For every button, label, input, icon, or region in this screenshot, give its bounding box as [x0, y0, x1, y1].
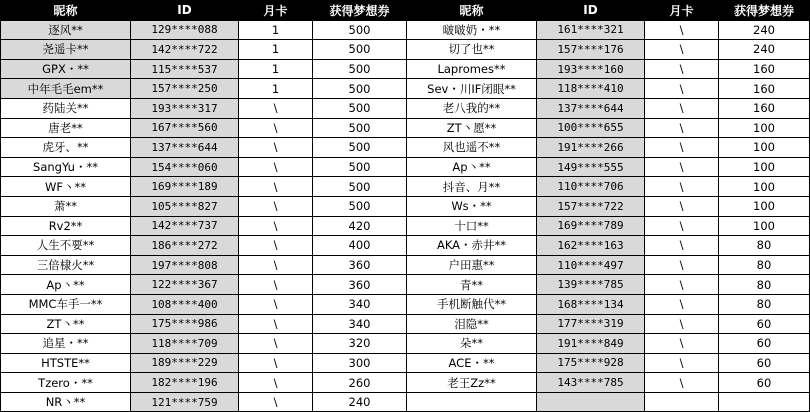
id-cell: 149****555: [537, 157, 645, 177]
monthly-card-cell: \: [645, 373, 719, 393]
monthly-card-cell: \: [239, 314, 313, 334]
tickets-cell: 500: [313, 157, 407, 177]
monthly-card-cell: \: [239, 373, 313, 393]
nickname-cell: Tzero・**: [1, 373, 131, 393]
nickname-cell: ZT丶**: [1, 314, 131, 334]
nickname-cell: GPX・**: [1, 59, 131, 79]
tickets-cell: 100: [719, 157, 810, 177]
nickname-cell: 手机断触代**: [407, 294, 537, 314]
table-row: [1, 314, 810, 334]
monthly-card-cell: \: [645, 353, 719, 373]
monthly-card-cell: \: [239, 294, 313, 314]
tickets-cell: 100: [719, 138, 810, 158]
header-monthly-card-left: 月卡: [239, 1, 313, 21]
nickname-cell: [407, 392, 537, 412]
monthly-card-cell: \: [239, 334, 313, 354]
nickname-cell: 追星・**: [1, 334, 131, 354]
id-cell: 175****986: [131, 314, 239, 334]
header-monthly-card-right: 月卡: [645, 1, 719, 21]
tickets-cell: 500: [313, 138, 407, 158]
id-cell: 137****644: [537, 98, 645, 118]
nickname-cell: Ws・**: [407, 196, 537, 216]
id-cell: 118****410: [537, 79, 645, 99]
monthly-card-cell: \: [645, 118, 719, 138]
nickname-cell: 老八我的**: [407, 98, 537, 118]
nickname-cell: 萧**: [1, 196, 131, 216]
tickets-cell: 240: [719, 40, 810, 60]
monthly-card-cell: 1: [239, 79, 313, 99]
tickets-cell: 320: [313, 334, 407, 354]
tickets-cell: [719, 392, 810, 412]
id-cell: 177****319: [537, 314, 645, 334]
id-cell: [537, 392, 645, 412]
id-cell: 169****189: [131, 177, 239, 197]
monthly-card-cell: \: [645, 334, 719, 354]
id-cell: 129****088: [131, 20, 239, 40]
id-cell: 105****827: [131, 196, 239, 216]
table-row: [1, 236, 810, 256]
monthly-card-cell: \: [645, 275, 719, 295]
tickets-cell: 100: [719, 177, 810, 197]
header-nickname-left: 昵称: [1, 1, 131, 21]
tickets-cell: 360: [313, 275, 407, 295]
nickname-cell: 青**: [407, 275, 537, 295]
monthly-card-cell: \: [645, 196, 719, 216]
monthly-card-cell: \: [239, 138, 313, 158]
table-row: [1, 275, 810, 295]
id-cell: 115****537: [131, 59, 239, 79]
monthly-card-cell: \: [239, 196, 313, 216]
id-cell: 169****789: [537, 216, 645, 236]
nickname-cell: AKA・赤井**: [407, 236, 537, 256]
table-body: [1, 20, 810, 412]
tickets-cell: 80: [719, 255, 810, 275]
tickets-cell: 400: [313, 236, 407, 256]
id-cell: 162****163: [537, 236, 645, 256]
id-cell: 189****229: [131, 353, 239, 373]
monthly-card-cell: 1: [239, 20, 313, 40]
table-row: [1, 294, 810, 314]
nickname-cell: 药陆关**: [1, 98, 131, 118]
tickets-cell: 500: [313, 196, 407, 216]
table-row: [1, 334, 810, 354]
nickname-cell: Ap丶**: [407, 157, 537, 177]
monthly-card-cell: \: [645, 40, 719, 60]
monthly-card-cell: \: [645, 236, 719, 256]
nickname-cell: 尧遥卡**: [1, 40, 131, 60]
tickets-cell: 60: [719, 334, 810, 354]
monthly-card-cell: \: [645, 177, 719, 197]
tickets-cell: 100: [719, 216, 810, 236]
id-cell: 100****655: [537, 118, 645, 138]
monthly-card-cell: \: [239, 98, 313, 118]
nickname-cell: 抖音、月**: [407, 177, 537, 197]
tickets-cell: 60: [719, 373, 810, 393]
table-row: [1, 118, 810, 138]
monthly-card-cell: [645, 392, 719, 412]
id-cell: 122****367: [131, 275, 239, 295]
id-cell: 191****266: [537, 138, 645, 158]
monthly-card-cell: \: [239, 353, 313, 373]
nickname-cell: 户田惠**: [407, 255, 537, 275]
id-cell: 157****722: [537, 196, 645, 216]
header-nickname-right: 昵称: [407, 1, 537, 21]
tickets-cell: 240: [719, 20, 810, 40]
id-cell: 175****928: [537, 353, 645, 373]
nickname-cell: Sev・川IF闭眼**: [407, 79, 537, 99]
table-row: [1, 138, 810, 158]
id-cell: 108****400: [131, 294, 239, 314]
tickets-cell: 360: [313, 255, 407, 275]
nickname-cell: 逐风**: [1, 20, 131, 40]
nickname-cell: Lapromes**: [407, 59, 537, 79]
tickets-cell: 80: [719, 275, 810, 295]
monthly-card-cell: \: [239, 392, 313, 412]
tickets-cell: 500: [313, 118, 407, 138]
nickname-cell: 十口**: [407, 216, 537, 236]
id-cell: 154****060: [131, 157, 239, 177]
tickets-cell: 340: [313, 314, 407, 334]
monthly-card-cell: \: [645, 216, 719, 236]
tickets-cell: 500: [313, 20, 407, 40]
id-cell: 157****176: [537, 40, 645, 60]
tickets-cell: 340: [313, 294, 407, 314]
monthly-card-cell: \: [645, 255, 719, 275]
id-cell: 197****808: [131, 255, 239, 275]
monthly-card-cell: \: [239, 236, 313, 256]
header-tickets-left: 获得梦想券: [313, 1, 407, 21]
nickname-cell: 风也遥不**: [407, 138, 537, 158]
table-row: [1, 20, 810, 40]
id-cell: 157****250: [131, 79, 239, 99]
nickname-cell: 啵啵奶・**: [407, 20, 537, 40]
table-row: [1, 216, 810, 236]
monthly-card-cell: \: [239, 157, 313, 177]
table-row: [1, 196, 810, 216]
header-id-left: ID: [131, 1, 239, 21]
tickets-cell: 80: [719, 236, 810, 256]
id-cell: 161****321: [537, 20, 645, 40]
nickname-cell: MMC车手一**: [1, 294, 131, 314]
nickname-cell: 虎牙、**: [1, 138, 131, 158]
table-row: [1, 79, 810, 99]
tickets-cell: 500: [313, 40, 407, 60]
id-cell: 182****196: [131, 373, 239, 393]
table-row: [1, 392, 810, 412]
table-row: [1, 373, 810, 393]
tickets-cell: 500: [313, 59, 407, 79]
tickets-cell: 160: [719, 98, 810, 118]
monthly-card-cell: \: [645, 59, 719, 79]
nickname-cell: 人生不要**: [1, 236, 131, 256]
tickets-cell: 420: [313, 216, 407, 236]
id-cell: 137****644: [131, 138, 239, 158]
table-row: [1, 177, 810, 197]
id-cell: 193****160: [537, 59, 645, 79]
nickname-cell: 老王Zz**: [407, 373, 537, 393]
tickets-cell: 500: [313, 177, 407, 197]
nickname-cell: NR丶**: [1, 392, 131, 412]
tickets-cell: 60: [719, 353, 810, 373]
tickets-cell: 300: [313, 353, 407, 373]
tickets-cell: 100: [719, 196, 810, 216]
nickname-cell: Ap丶**: [1, 275, 131, 295]
id-cell: 142****737: [131, 216, 239, 236]
header-id-right: ID: [537, 1, 645, 21]
table-row: [1, 59, 810, 79]
monthly-card-cell: \: [645, 157, 719, 177]
nickname-cell: ZT丶愿**: [407, 118, 537, 138]
monthly-card-cell: \: [239, 177, 313, 197]
nickname-cell: HTSTE**: [1, 353, 131, 373]
monthly-card-cell: \: [239, 118, 313, 138]
tickets-cell: 100: [719, 118, 810, 138]
id-cell: 167****560: [131, 118, 239, 138]
nickname-cell: 切了也**: [407, 40, 537, 60]
table-row: [1, 353, 810, 373]
id-cell: 110****706: [537, 177, 645, 197]
tickets-cell: 500: [313, 98, 407, 118]
tickets-cell: 160: [719, 59, 810, 79]
monthly-card-cell: \: [645, 314, 719, 334]
nickname-cell: 泪隐**: [407, 314, 537, 334]
monthly-card-cell: \: [239, 216, 313, 236]
tickets-cell: 500: [313, 79, 407, 99]
tickets-cell: 240: [313, 392, 407, 412]
id-cell: 168****134: [537, 294, 645, 314]
monthly-card-cell: 1: [239, 59, 313, 79]
monthly-card-cell: 1: [239, 40, 313, 60]
table-row: [1, 98, 810, 118]
monthly-card-cell: \: [645, 138, 719, 158]
monthly-card-cell: \: [645, 294, 719, 314]
nickname-cell: 三倍棣火**: [1, 255, 131, 275]
id-cell: 191****849: [537, 334, 645, 354]
monthly-card-cell: \: [239, 275, 313, 295]
table-row: [1, 255, 810, 275]
monthly-card-cell: \: [645, 20, 719, 40]
id-cell: 118****709: [131, 334, 239, 354]
header-row: [1, 1, 810, 21]
nickname-cell: Rv2**: [1, 216, 131, 236]
nickname-cell: 朵**: [407, 334, 537, 354]
id-cell: 143****785: [537, 373, 645, 393]
nickname-cell: ACE・**: [407, 353, 537, 373]
nickname-cell: WF丶**: [1, 177, 131, 197]
tickets-cell: 60: [719, 314, 810, 334]
id-cell: 139****785: [537, 275, 645, 295]
id-cell: 142****722: [131, 40, 239, 60]
id-cell: 186****272: [131, 236, 239, 256]
nickname-cell: SangYu・**: [1, 157, 131, 177]
monthly-card-cell: \: [645, 98, 719, 118]
tickets-cell: 80: [719, 294, 810, 314]
tickets-cell: 260: [313, 373, 407, 393]
monthly-card-cell: \: [645, 79, 719, 99]
tickets-cell: 160: [719, 79, 810, 99]
monthly-card-cell: \: [239, 255, 313, 275]
table-row: [1, 40, 810, 60]
table-row: [1, 157, 810, 177]
id-cell: 110****497: [537, 255, 645, 275]
id-cell: 121****759: [131, 392, 239, 412]
nickname-cell: 中年毛毛em**: [1, 79, 131, 99]
header-tickets-right: 获得梦想券: [719, 1, 810, 21]
nickname-cell: 唐老**: [1, 118, 131, 138]
id-cell: 193****317: [131, 98, 239, 118]
